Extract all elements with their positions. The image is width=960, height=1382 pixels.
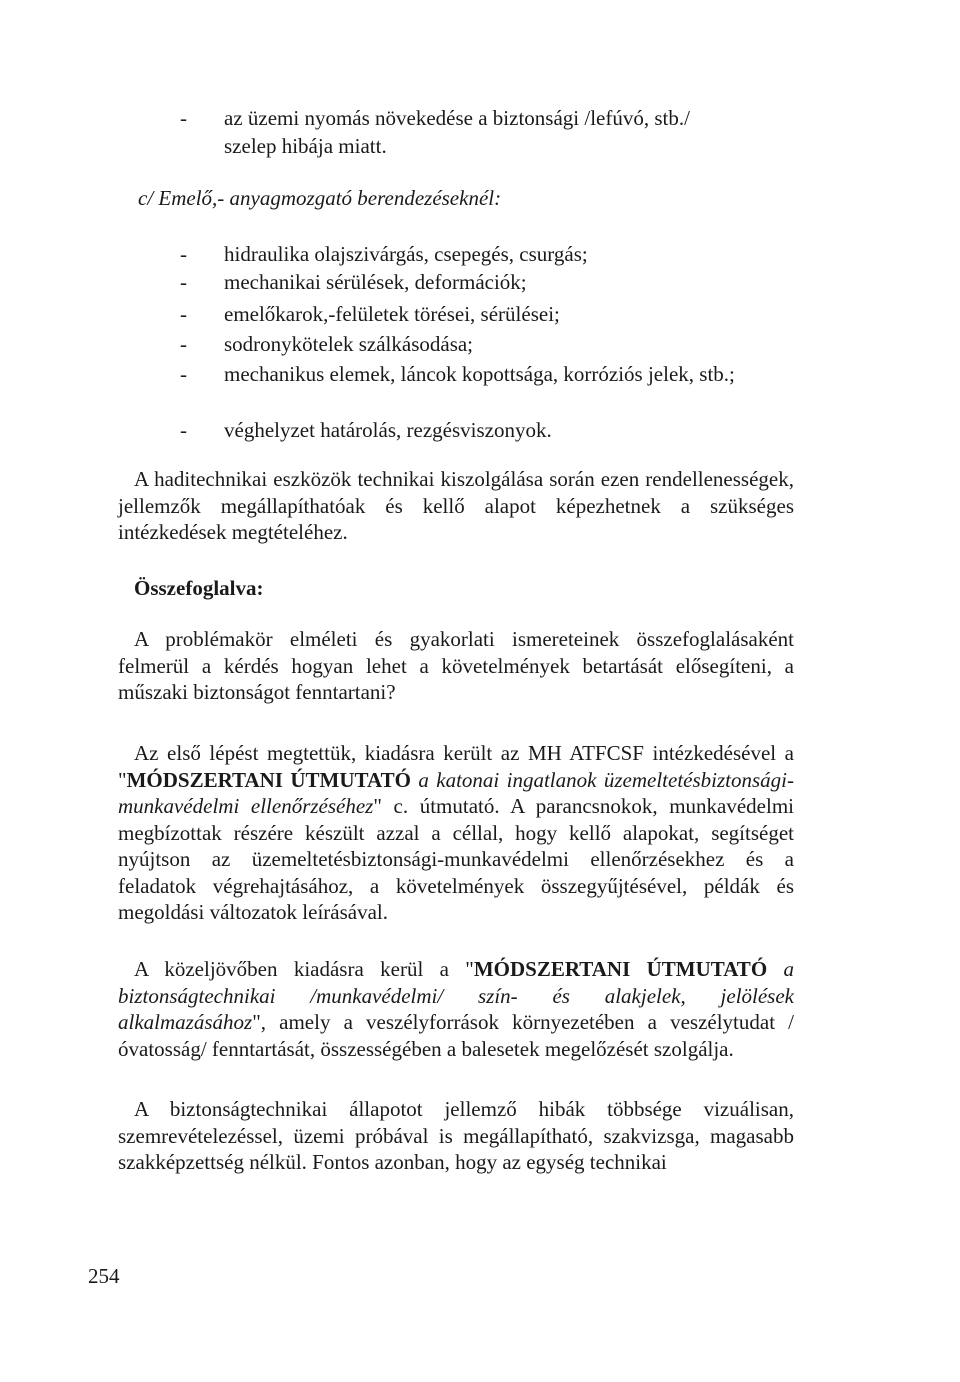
bullet-mechanical-elements: [180, 360, 800, 388]
guide-title-italic: a katonai ingatlanok üzemeltetésbiztonsági-munkavédelmi ellenőrzéséhez: [118, 767, 795, 818]
bullet-lever-arms: [180, 300, 800, 328]
paragraph-text-part2: ", amely a veszélyforrások környezetében a veszélytudat /óvatosság/ fenntartását, összességében a balesetek megelőzését szolgálja.: [118, 1010, 794, 1061]
paragraph-first-step: [118, 740, 794, 926]
section-c-heading: c/ Emelő,- anyagmozgató berendezéseknél:: [138, 186, 502, 210]
bullet-text-line2: szelep hibája miatt.: [224, 134, 387, 158]
bullet-text: sodronykötelek szálkásodása;: [224, 332, 474, 356]
page-number: 254: [88, 1264, 120, 1288]
bullet-hydraulic: [180, 240, 800, 268]
paragraph-technical-service: [118, 466, 794, 546]
bullet-mechanical-damage: [180, 268, 800, 296]
bullet-text: emelőkarok,-felületek törései, sérülései;: [224, 302, 560, 326]
guide-title-italic: a biztonságtechnikai /munkavédelmi/ szín- és alakjelek, jelölések alkalmazásához: [118, 957, 794, 1034]
bullet-dash: -: [180, 362, 187, 386]
paragraph-text-part2: " c. útmutató. A parancsnokok, munkavédelmi megbízottak részére készült azzal a céllal, hogy kellő alapokat, segítséget nyújtson az üzemeltetésbiztonsági-munkavédelmi ellenőrzésekhez és a feladatok végrehajtásához, a követelmények összegyűjtésével, példák és megoldási változatok leírásával.: [118, 794, 794, 924]
bullet-text: véghelyzet határolás, rezgésviszonyok.: [224, 418, 552, 442]
bullet-end-position: [180, 416, 800, 444]
guide-title-bold: MÓDSZERTANI ÚTMUTATÓ: [473, 957, 768, 981]
bullet-dash: -: [180, 418, 187, 442]
bullet-dash: -: [180, 270, 187, 294]
bullet-text: mechanikai sérülések, deformációk;: [224, 270, 527, 294]
bullet-text: hidraulika olajszivárgás, csepegés, csurgás;: [224, 242, 588, 266]
paragraph-summary: [118, 626, 794, 706]
bullet-pressure: [180, 104, 800, 160]
paragraph-near-future: [118, 956, 794, 1062]
bullet-dash: -: [180, 332, 187, 356]
paragraph-text: A problémakör elméleti és gyakorlati ismereteinek összefoglalásaként felmerül a kérdés hogyan lehet a követelmények betartását elősegíteni, a műszaki biztonságot fenntartani?: [118, 627, 794, 704]
bullet-dash: -: [180, 106, 187, 130]
bullet-text: mechanikus elemek, láncok kopottsága, korróziós jelek, stb.;: [224, 362, 735, 386]
guide-title-bold: MÓDSZERTANI ÚTMUTATÓ: [126, 767, 411, 792]
bullet-wire-ropes: [180, 330, 800, 358]
paragraph-text: A haditechnikai eszközök technikai kiszolgálása során ezen rendellenességek, jellemzők megállapíthatóak és kellő alapot képezhetnek a szükséges intézkedések megtételéhez.: [118, 467, 794, 544]
paragraph-text-part1: A közeljövőben kiadásra kerül a ": [134, 957, 474, 981]
bullet-text-line1: az üzemi nyomás növekedése a biztonsági /lefúvó, stb./: [224, 106, 690, 130]
paragraph-text-part1: Az első lépést megtettük, kiadásra került az MH ATFCSF intézkedésével a ": [118, 741, 794, 792]
bullet-dash: -: [180, 242, 187, 266]
bullet-dash: -: [180, 302, 187, 326]
paragraph-text: A biztonságtechnikai állapotot jellemző hibák többsége vizuálisan, szemrevételezéssel, üzemi próbával is megállapítható, szakvizsga, magasabb szakképzettség nélkül. Fontos azonban, hogy az egység technikai: [118, 1097, 794, 1174]
summary-heading: Összefoglalva:: [134, 576, 264, 600]
paragraph-safety-state: [118, 1096, 794, 1176]
